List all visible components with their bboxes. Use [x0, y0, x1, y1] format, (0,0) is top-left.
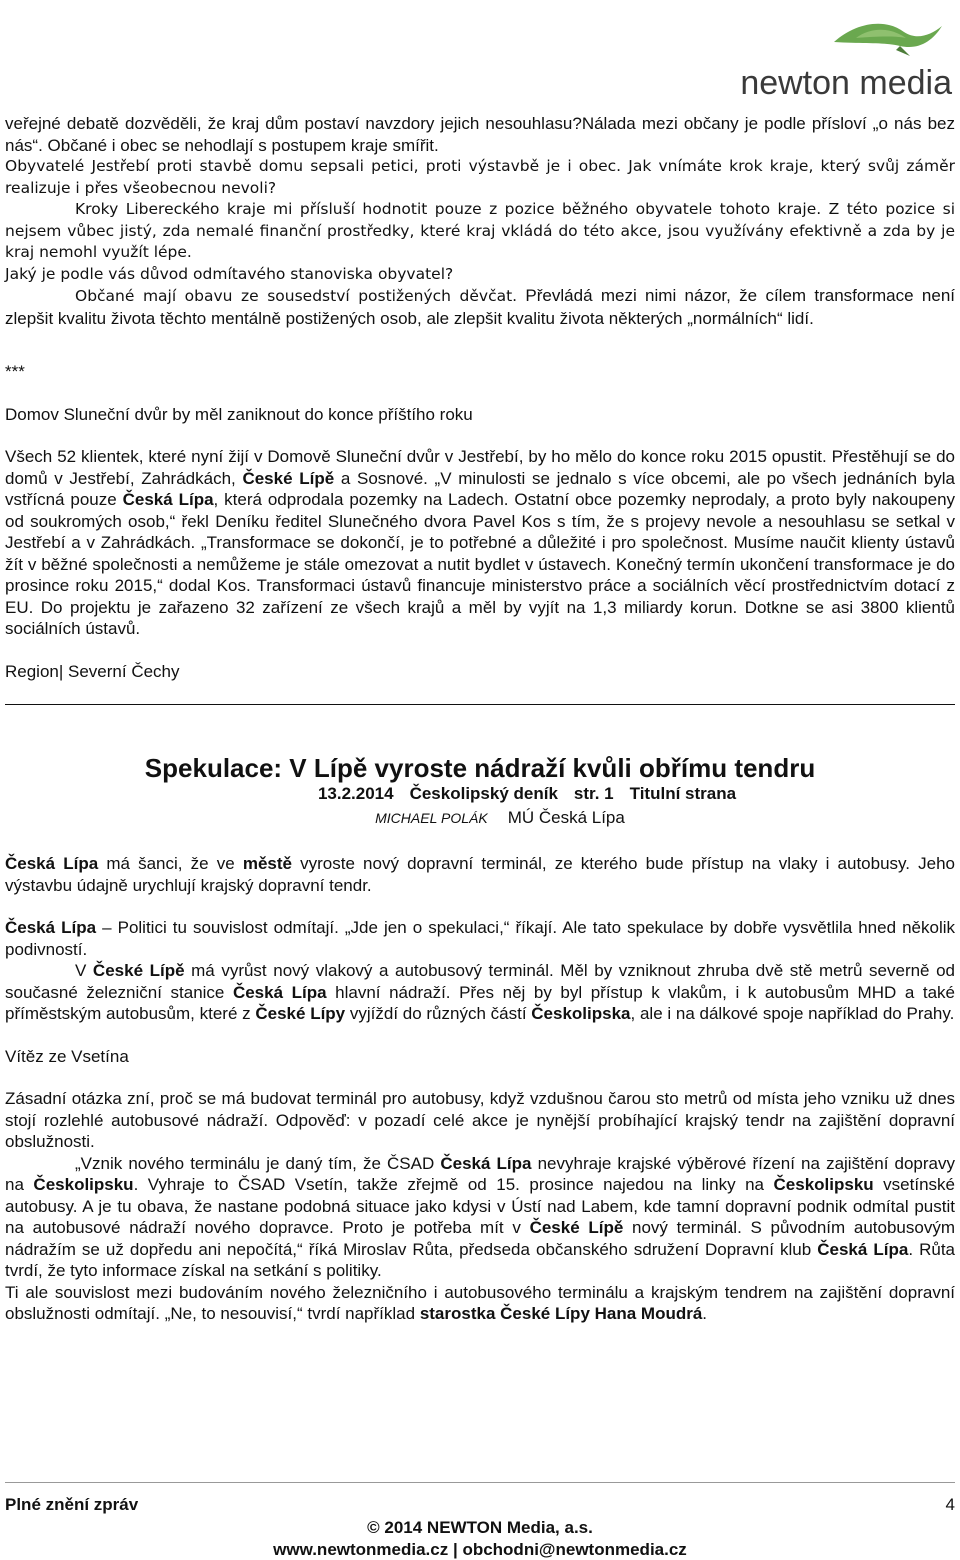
text: V: [75, 961, 93, 980]
paragraph: [5, 853, 955, 896]
text: – Politici tu souvislost odmítají. „Jde jen o spekulaci,“ říkají. Ale tato spekulace by dobře vysvětlila hned několik podivností.: [5, 918, 955, 959]
text: hlavní nádraží. Přes něj by byl přístup k vlakům, i k autobusům MHD a také příměstským autobusům, které z: [5, 982, 956, 1023]
paragraph: [5, 113, 955, 156]
bird-logo-icon: [826, 12, 946, 60]
question: [5, 264, 955, 286]
keyword: Česká Lípa: [817, 1239, 909, 1259]
text: , ale i na dálkové spoje například do Prahy.: [630, 1004, 955, 1023]
article-title: Spekulace: V Lípě vyroste nádraží kvůli obřímu tendru: [144, 753, 816, 783]
text: vyroste nový dopravní terminál, ze kterého bude přístup na vlaky i autobusy. Jeho výstavbu údajně urychlují krajský dopravní tendr.: [5, 854, 955, 895]
paragraph: [5, 960, 955, 1025]
text: má vyrůst nový vlakový a autobusový terminál. Měl by vzniknout zhruba dvě stě metrů severně od současné železniční stanice: [5, 961, 956, 1002]
keyword: Česká Lípa: [5, 918, 97, 937]
keyword: České Lípě: [529, 1218, 624, 1237]
paragraph: [5, 1153, 955, 1282]
text: Všech 52 klientek, které nyní žijí v Domově Sluneční dvůr v Jestřebí, by ho mělo do konce roku 2015 opustit. Přestěhují se do domů v Jestřebí, Zahrádkách,: [5, 447, 955, 488]
text: Kroky Libereckého kraje mi přísluší hodnotit pouze z pozice běžného obyvatele tohoto kraje. Z této pozice si nejsem vůbec jistý, zda nemalé finanční prostředky, které kraj vkládá do této akce, jsou využívány efektivně a zda by je kraj nemohl využít lépe.: [5, 200, 955, 261]
paragraph: [5, 917, 955, 960]
article-byline: [45, 805, 955, 832]
text: nevyhraje krajské výběrové řízení na zajištění dopravy na: [5, 1153, 956, 1194]
text: Převládá mezi nimi názor, že cílem transformace není zlepšit kvalitu života těchto mentálně postižených osob, ale zlepšit kvalitu života některých „normálních“ lidí.: [5, 286, 955, 328]
keyword: Česká Lípa: [5, 854, 99, 873]
keyword: Česká Lípa: [122, 490, 214, 509]
text: nový terminál. S původním autobusovým nádražím se už dopředu ani nepočítá,“ říká Miroslav Růta, předseda občanského sdružení Dopravní klub: [5, 1218, 956, 1259]
answer: [5, 199, 955, 264]
text: Občané mají obavu ze sousedství postižených děvčat.: [75, 287, 518, 305]
region-label: Region| Severní Čechy: [5, 661, 180, 681]
answer: [5, 285, 955, 329]
text: . Růta tvrdí, že tyto informace získal na setkání s politiky.: [5, 1239, 956, 1280]
article-date: 13.2.2014: [317, 784, 394, 803]
text: „Vznik nového terminálu je daný tím, že ČSAD: [75, 1153, 441, 1173]
footer-copyright: © 2014 NEWTON Media, a.s.: [367, 1518, 593, 1537]
keyword: Českolipsku: [33, 1175, 134, 1194]
paragraph: [5, 446, 955, 640]
separator-stars: ***: [5, 362, 25, 381]
paragraph: Zásadní otázka zní, proč se má budovat terminál pro autobusy, když vzdušnou čarou sto metrů od místa jeho vzniku už dnes stojí rozlehlé autobusové nádraží. Odpověď: v pozadí celé akce je nynější probíhající krajský tendr na zajištění dopravní obslužnosti.: [5, 1089, 955, 1151]
paragraph: [5, 1282, 955, 1325]
article-outlet: MÚ Česká Lípa: [507, 808, 625, 827]
text: , která odprodala pozemky na Ladech. Ostatní obce pozemky neprodaly, a proto byly nakoupeny od soukromých osob,“ řekl Deníku ředitel Slunečného dvora Pavel Kos s tím, že s projevy nevole a nesouhlasu se setkal v Jestřebí a v Zahrádkách. „Transformace se dokončí, je to potřebné a důležité i pro společnost. Musíme naučit klienty ústavů žít v běžné společnosti a nemůžeme je stále omezovat a nutit bydlet v ústavech. Konečný termín ukončení transformace je do prosince roku 2015,“ dodal Kos. Transformaci ústavů financuje ministerstvo práce a sociálních věcí prostřednictvím dotací z EU. Do projektu je zařazeno 32 zařízení ze všech krajů a měl by vyjít na 1,3 miliardy korun. Dotkne se asi 3800 klientů sociálních ústavů.: [5, 490, 956, 638]
subheading: Domov Sluneční dvůr by měl zaniknout do konce příštího roku: [5, 404, 473, 424]
logo-wordmark: newton media: [740, 64, 952, 102]
text: Jaký je podle vás důvod odmítavého stanoviska obyvatel?: [5, 264, 454, 283]
keyword: České Lípě: [242, 468, 335, 488]
divider: [5, 704, 955, 705]
article-page: str. 1: [573, 784, 614, 803]
text: veřejné debatě dozvěděli, že kraj dům postaví navzdory jejich nesouhlasu?Nálada mezi občany je podle přísloví „o nás bez nás“. Občané i obec se nehodlají s postupem kraje smířit.: [5, 114, 955, 155]
text: .: [702, 1304, 708, 1323]
keyword: starostka České Lípy Hana Moudrá: [419, 1304, 703, 1323]
text: Ti ale souvislost mezi budováním nového železničního i autobusového terminálu a krajským tendrem na zajištění dopravní obslužnosti odmítají. „Ne, to nesouvisí,“ tvrdí například: [5, 1282, 955, 1323]
keyword: městě: [242, 854, 292, 873]
article-author: MICHAEL POLÁK: [375, 810, 488, 826]
keyword: Česká Lípa: [232, 982, 327, 1002]
keyword: Česká Lípa: [440, 1153, 532, 1173]
footer-label: Plné znění zpráv: [5, 1495, 139, 1514]
keyword: České Lípy: [255, 1004, 346, 1023]
article-meta: [115, 783, 955, 805]
subheading: Vítěz ze Vsetína: [5, 1046, 129, 1066]
document-body: [5, 113, 955, 1325]
text: Obyvatelé Jestřebí proti stavbě domu sepsali petici, proti výstavbě je i obec. Jak vnímáte krok kraje, který svůj záměr realizuje i přes všeobecnou nevoli?: [5, 157, 955, 197]
text: vyjíždí do různých částí: [345, 1004, 532, 1023]
footer-contact: www.newtonmedia.cz | obchodni@newtonmedia.cz: [273, 1540, 687, 1559]
keyword: Českolipska: [531, 1004, 631, 1023]
text: má šanci, že ve: [98, 854, 243, 873]
page-number: 4: [945, 1495, 955, 1514]
text: . Vyhraje to ČSAD Vsetín, takže zřejmě od 15. prosince najedou na linky na: [133, 1175, 774, 1194]
text: vsetínské autobusy. A je tu obava, že nastane podobná situace jako kdysi v Ústí nad Labem, kde tamní dopravní podnik odmítal pustit na autobusové nádraží nového dopravce. Proto je potřeba mít v: [5, 1175, 955, 1237]
text: a Sosnové. „V minulosti se jednalo s více obcemi, ale po všech jednáních byla vstřícná pouze: [5, 468, 956, 509]
article-section: Titulní strana: [629, 784, 737, 803]
question: [5, 156, 955, 199]
footer-divider: [5, 1482, 955, 1483]
keyword: Českolipsku: [773, 1175, 874, 1194]
keyword: České Lípě: [92, 961, 185, 980]
article-source: Českolipský deník: [409, 784, 558, 803]
newton-media-logo: [740, 12, 952, 102]
